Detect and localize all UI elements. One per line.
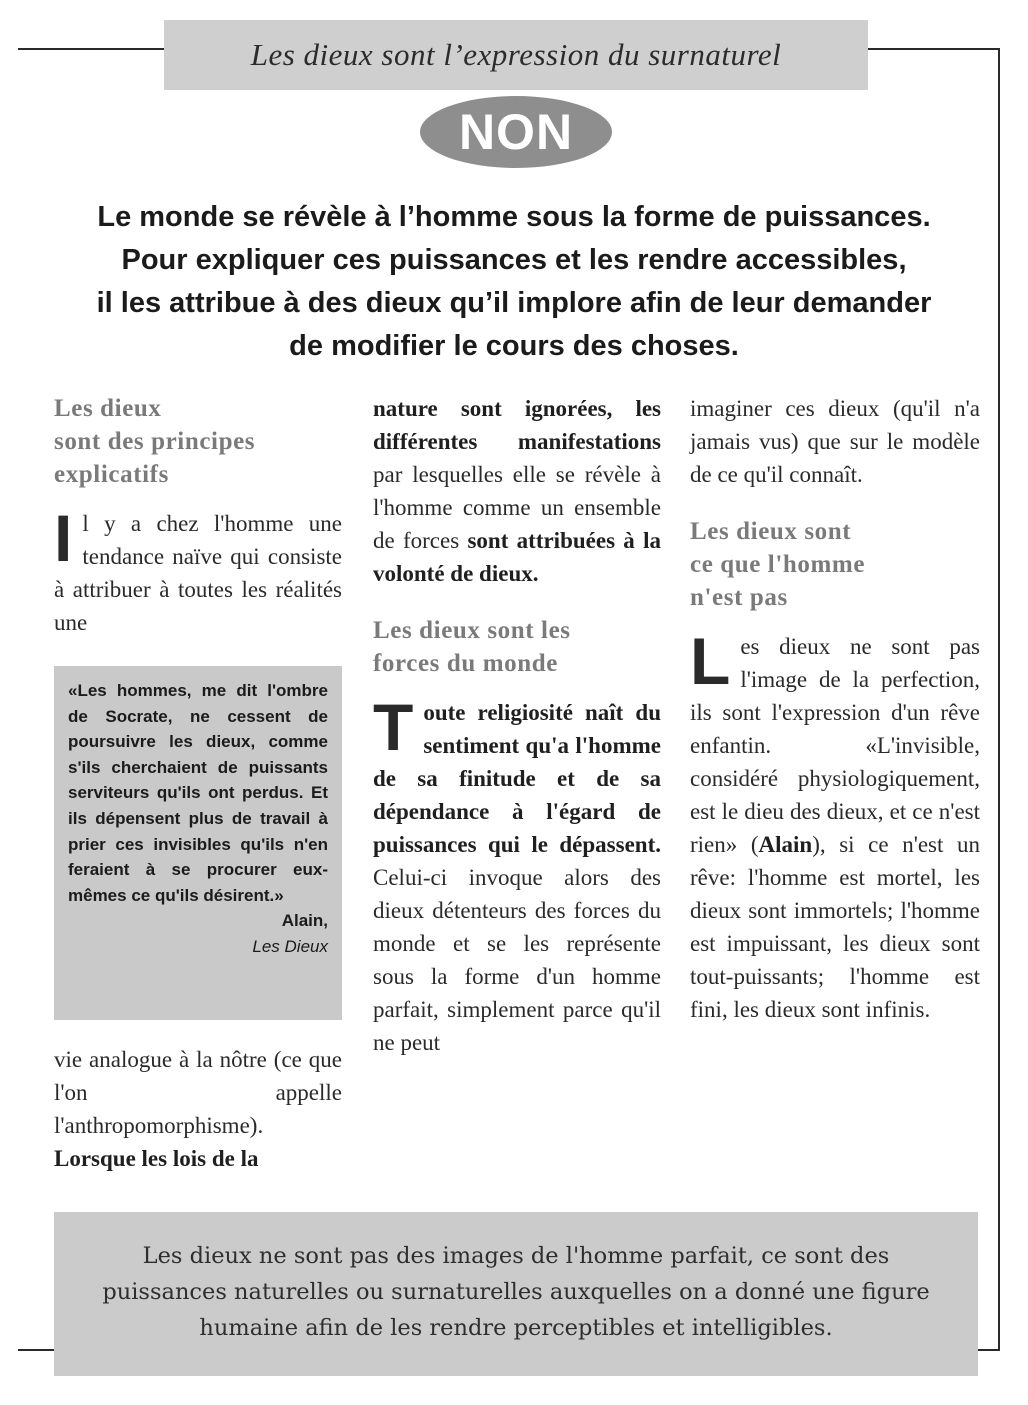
quote-source: Les Dieux xyxy=(252,936,328,956)
conclusion-box: Les dieux ne sont pas des images de l'homme parfait, ce sont des puissances naturelles ou surnaturelles auxquelles on a donné une figure humaine afin de les rendre perceptibles et intelligibles. xyxy=(54,1212,978,1376)
paragraph-text: par lesquelles elle se révèle à l'homme comme un ensemble de forces xyxy=(373,462,661,553)
frame-line-bottom-right xyxy=(976,1349,1000,1351)
paragraph-text: es dieux ne sont pas l'image de la perfection, ils sont l'expression d'un rêve enfantin. «L'invisible, considéré physiologiquement, est le dieu des dieux, et ce n'est rien» ( xyxy=(690,634,980,857)
quote-box xyxy=(54,666,342,1020)
page-title: Les dieux sont l’expression du surnaturel xyxy=(164,20,868,90)
paragraph-text: vie analogue à la nôtre (ce que l'on appelle l'anthropomorphisme). xyxy=(54,1047,342,1138)
paragraph-text: ), si ce n'est un rêve: l'homme est mortel, les dieux sont immortels; l'homme est impuissant, les dieux sont tout-puissants; l'homme est fini, les dieux sont infinis. xyxy=(690,832,980,1022)
paragraph-bold-text: sont attribuées à la volonté de dieux. xyxy=(373,528,661,586)
paragraph-text: Celui-ci invoque alors des dieux détenteurs des forces du monde et se les représente sous la forme d'un homme parfait, simplement parce qu'il ne peut xyxy=(373,865,661,1055)
paragraph-religiosite xyxy=(373,690,661,1059)
heading-line: sont des principes xyxy=(54,428,256,455)
paragraph-bold-text: Alain xyxy=(758,832,813,857)
column-2 xyxy=(373,392,661,1059)
paragraph-bold-text: nature sont ignorées, les différentes manifestations xyxy=(373,396,661,454)
paragraph-text: l y a chez l'homme une tendance naïve qui consiste à attribuer à toutes les réalités une xyxy=(54,511,342,635)
lead-statement xyxy=(40,196,988,368)
lead-line: Le monde se révèle à l’homme sous la forme de puissances. xyxy=(97,201,931,233)
frame-line-bottom-left xyxy=(18,1349,56,1351)
drop-cap: T xyxy=(373,690,414,764)
paragraph-bold-text: oute religiosité naît du sentiment qu'a l'homme de sa finitude et de sa dépendance à l'égard de puissances qui le dépassent. xyxy=(373,700,661,857)
column-1 xyxy=(54,392,342,639)
paragraph-reve xyxy=(690,624,980,1026)
frame-line-right xyxy=(998,48,1000,1350)
heading-line: Les dieux sont xyxy=(690,518,852,545)
frame-line-top-left xyxy=(18,48,164,50)
drop-cap: I xyxy=(54,501,73,575)
section-heading-principes xyxy=(54,392,342,491)
section-heading-homme xyxy=(690,515,980,614)
heading-line: Les dieux xyxy=(54,395,162,422)
lead-line: il les attribue à des dieux qu’il implore afin de leur demander xyxy=(96,287,932,319)
lead-line: de modifier le cours des choses. xyxy=(289,330,739,362)
column-1-continued xyxy=(54,1043,342,1175)
paragraph-continued: imaginer ces dieux (qu'il n'a jamais vus) que sur le modèle de ce qu'il connaît. xyxy=(690,396,980,487)
heading-line: ce que l'homme xyxy=(690,551,866,578)
lead-line: Pour expliquer ces puissances et les rendre accessibles, xyxy=(121,244,907,276)
quote-author: Alain, xyxy=(281,911,328,931)
non-badge: NON xyxy=(420,96,612,168)
heading-line: Les dieux sont les xyxy=(373,617,571,644)
paragraph-bold-text: Lorsque les lois de la xyxy=(54,1146,259,1171)
drop-cap: L xyxy=(690,624,731,698)
column-3 xyxy=(690,392,980,1026)
paragraph-continued xyxy=(54,1043,342,1175)
frame-line-top-right xyxy=(868,48,1000,50)
quote-text: «Les hommes, me dit l'ombre de Socrate, ne cessent de poursuivre les dieux, comme s'ils cherchaient de puissants serviteurs qu'ils ont perdus. Et ils dépensent plus de travail à prier ces invisibles qu'ils n'en feraient à se procurer eux-mêmes ce qu'ils désirent.» xyxy=(68,681,328,905)
paragraph-intro xyxy=(54,501,342,639)
section-heading-forces xyxy=(373,614,661,680)
heading-line: explicatifs xyxy=(54,461,169,488)
paragraph-continued xyxy=(373,392,661,590)
heading-line: forces du monde xyxy=(373,650,558,677)
heading-line: n'est pas xyxy=(690,584,788,611)
